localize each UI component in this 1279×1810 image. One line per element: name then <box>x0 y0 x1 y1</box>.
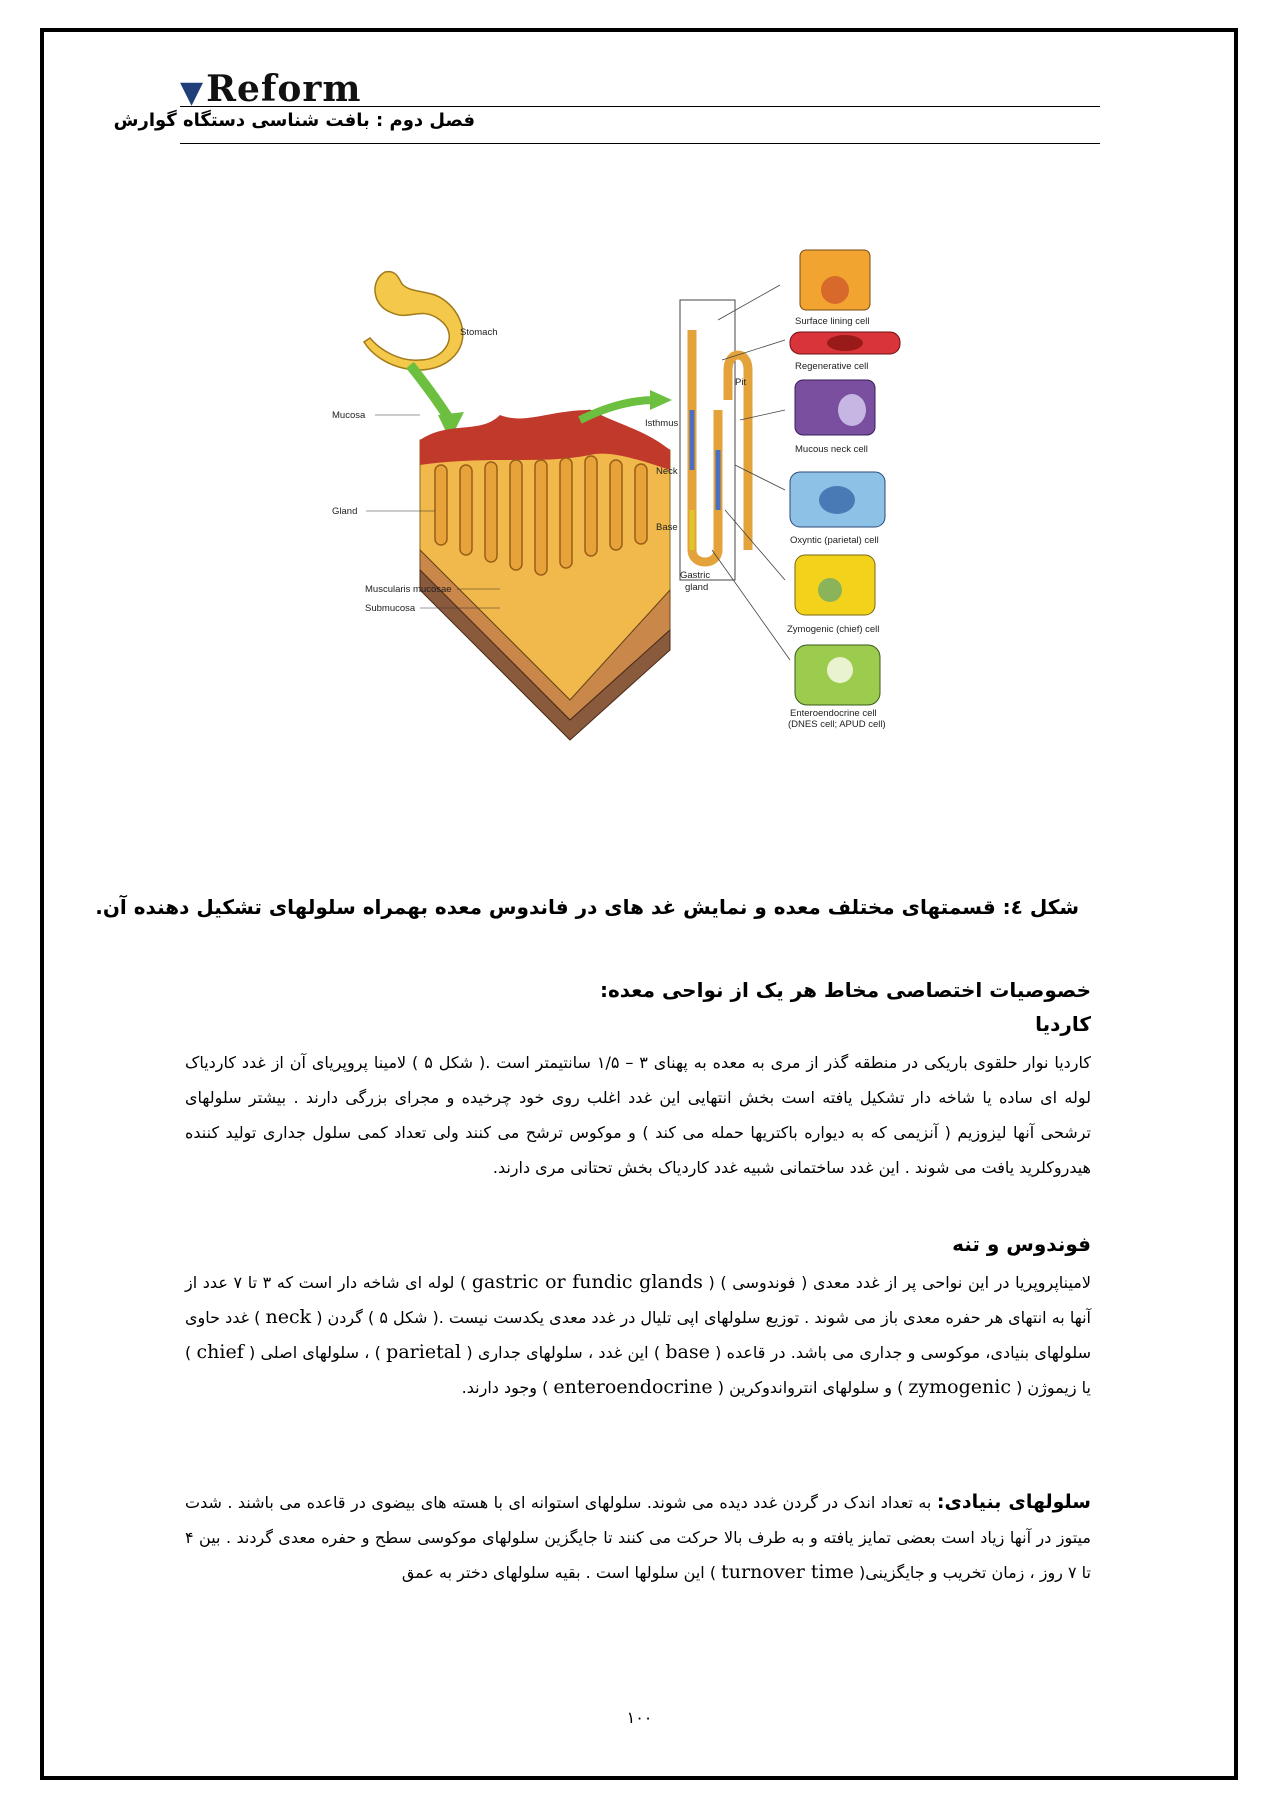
stem-cells-paragraph: سلولهای بنیادی: به تعداد اندک در گردن غدد دیده می شوند. سلولهای استوانه ای با هسته های بیضوی در قاعده می باشند . شدت میتوز در آنها زیاد است بعضی تمایز یافته و به طرف بالا حرکت می کنند تا جایگزین سلولهای موکوسی سطح و حفره معدی گردند . بین ۴ تا ۷ روز ، زمان تخریب و جایگزینی( turnover time ) این سلولها است . بقیه سلولهای دختر به عمق <box>185 1491 1091 1583</box>
figure-caption: شکل ٤: قسمتهای مختلف معده و نمایش غد های در فاندوس معده بهمراه سلولهای تشکیل دهنده آن. <box>95 895 1079 919</box>
logo-mark-icon: ▼ <box>180 75 205 110</box>
section-heading: خصوصیات اختصاصی مخاط هر یک از نواحی معده: <box>599 978 1091 1002</box>
label-pit: Pit <box>735 377 747 388</box>
reform-logo <box>180 68 362 110</box>
chapter-title: فصل دوم : بافت شناسی دستگاه گوارش <box>113 110 475 131</box>
cell-label-4: Zymogenic (chief) cell <box>787 624 880 635</box>
label-gastric-gland-line1: Gastric <box>680 570 711 581</box>
cell-label-3: Oxyntic (parietal) cell <box>790 535 879 546</box>
arrow-stomach <box>410 365 450 420</box>
cardia-paragraph: کاردیا نوار حلقوی باریکی در منطقه گذر از مری به معده به پهنای ۳ – ۱/۵ سانتیمتر است .( شکل ۵ ) لامینا پروپریای آن از غدد کاردیاک لوله ای ساده یا شاخه دار تشکیل یافته است بخش انتهایی این غدد اغلب روی خود چرخیده و مجرای بزرگی دارند . بیشتر سلولهای ترشحی آنها لیزوزیم ( آنزیمی که به دیواره باکتریها حمله می کند ) و موکوس ترشح می کنند ولی تعداد کمی سلول جداری تولید کننده هیدروکلرید یافت می شوند . این غدد ساختمانی شبیه غدد کاردیاک بخش تحتانی مری دارند. <box>185 1053 1092 1177</box>
label-gastric-gland-line2: gland <box>685 582 709 593</box>
label-base: Base <box>656 522 678 533</box>
arrow-to-gland <box>580 400 655 420</box>
label-gland: Gland <box>332 506 358 517</box>
header-rule-bottom <box>180 143 1100 144</box>
fundus-heading: فوندوس و تنه <box>952 1232 1091 1256</box>
label-neck: Neck <box>656 466 678 477</box>
cell-label-5: Enteroendocrine cell <box>790 708 877 719</box>
label-muscularis-mucosae: Muscularis mucosae <box>365 584 452 595</box>
label-isthmus: Isthmus <box>645 418 679 429</box>
stem-cells-heading: سلولهای بنیادی: <box>936 1491 1091 1513</box>
label-stomach: Stomach <box>460 327 498 338</box>
cardia-heading: کاردیا <box>1035 1012 1091 1036</box>
header-rule-top <box>180 106 1100 107</box>
cell-label-5-sub: (DNES cell; APUD cell) <box>788 719 886 730</box>
label-submucosa: Submucosa <box>365 603 416 614</box>
label-mucosa: Mucosa <box>332 410 366 421</box>
cell-label-1: Regenerative cell <box>795 361 869 372</box>
cell-label-2: Mucous neck cell <box>795 444 868 455</box>
logo-text: Reform <box>206 68 362 110</box>
fundus-paragraph: لامیناپروپریا در این نواحی پر از غدد معدی ( فوندوسی ) ( gastric or fundic glands ) لوله ای شاخه دار است که ۳ تا ۷ عدد از آنها به انتهای هر حفره معدی باز می شوند . توزیع سلولهای اپی تلیال در غدد معدی یکدست نیست .( شکل ۵ ) گردن ( neck ) غدد حاوی سلولهای بنیادی، موکوسی و جداری می باشد. در قاعده ( base ) این غدد ، سلولهای جداری ( parietal ) ، سلولهای اصلی ( chief ) یا زیموژن ( zymogenic ) و سلولهای انترواندوکرین ( enteroendocrine ) وجود دارند. <box>185 1271 1092 1398</box>
page-number: ۱۰۰ <box>626 1708 653 1727</box>
stomach-gland-figure <box>332 250 980 835</box>
arrow-head-gland <box>650 390 672 410</box>
cell-label-0: Surface lining cell <box>795 316 870 327</box>
stomach-icon <box>364 272 463 370</box>
